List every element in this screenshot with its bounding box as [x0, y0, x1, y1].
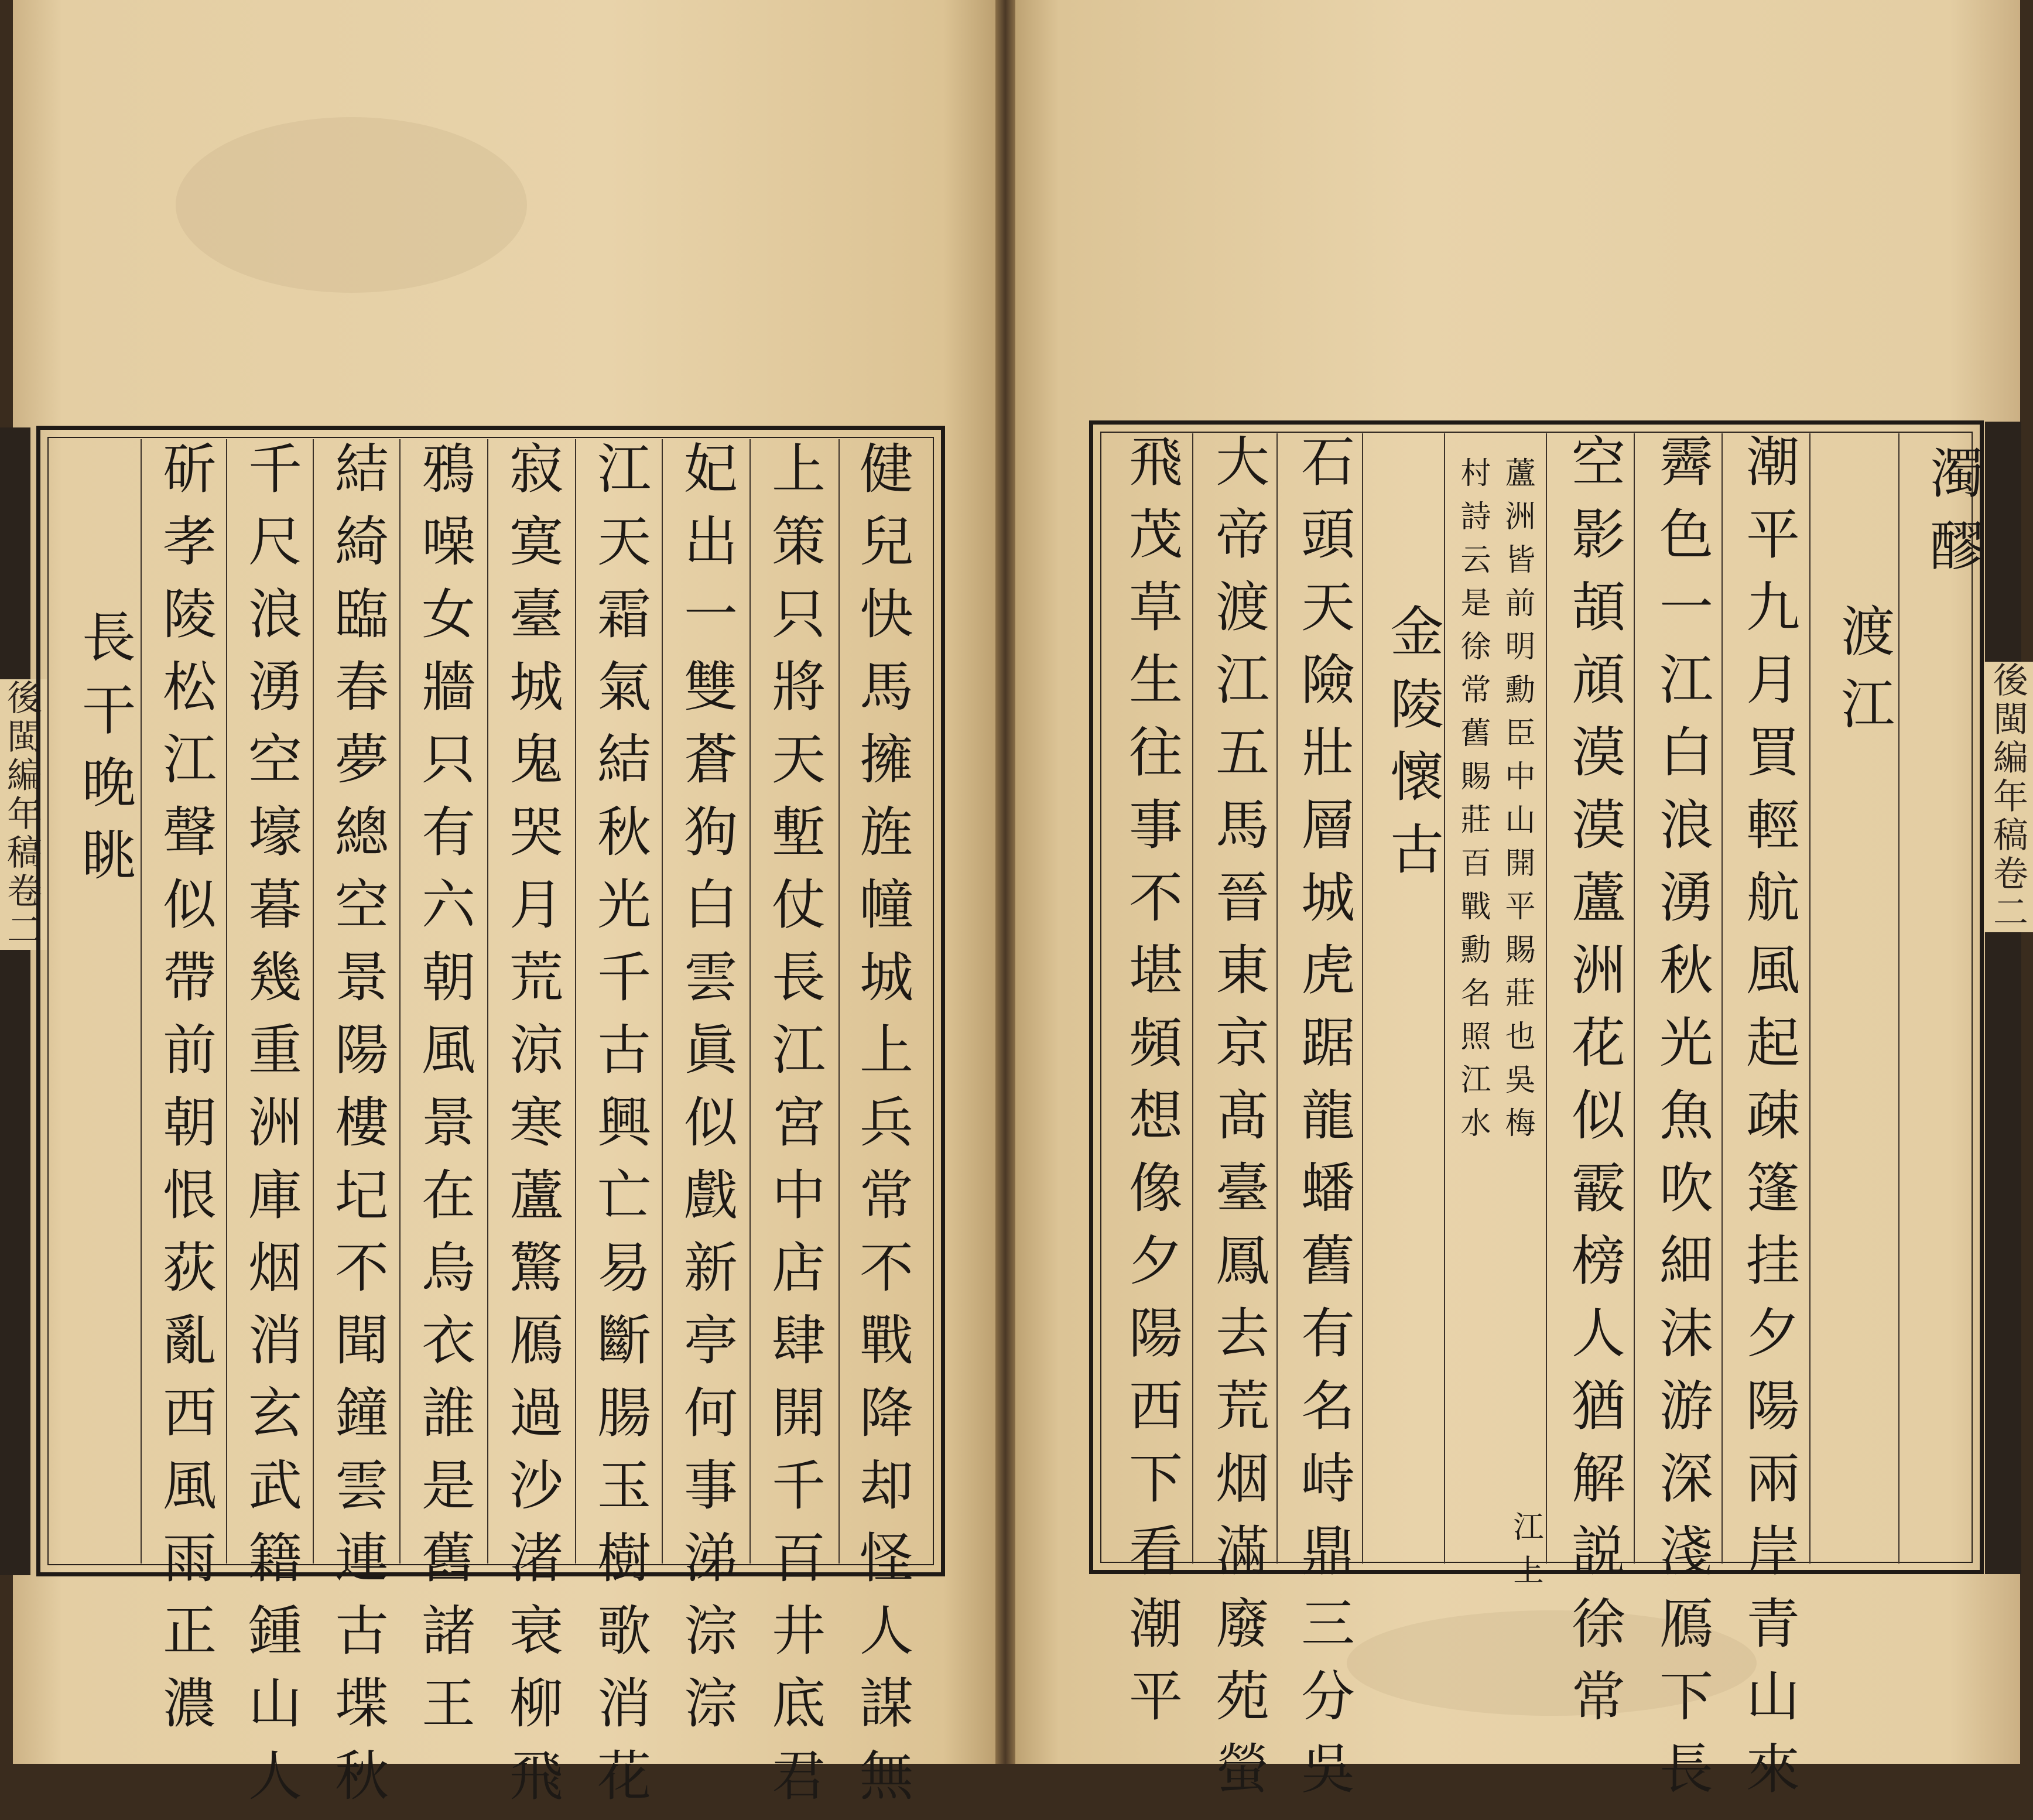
- verse-line: 鴉噪女牆只有六朝風景在烏衣誰是舊諸王: [413, 440, 475, 1747]
- verse-line: 霽色一江白浪湧秋光魚吹細沫游深淺鴈下長: [1651, 433, 1713, 1813]
- right-edge-block: [1985, 422, 2021, 1574]
- right-edge-label: 後閩編年稿卷二: [1983, 662, 2033, 932]
- column-rule: [1276, 433, 1278, 1564]
- verse-line: 妃出一雙蒼狗白雲眞似戲新亭何事涕淙淙: [675, 440, 738, 1747]
- verse-line-note: 江上: [1508, 1511, 1543, 1597]
- column-rule: [1192, 433, 1193, 1564]
- verse-line: 上策只將天塹仗長江宮中店肆開千百井底君: [763, 440, 826, 1820]
- column-rule: [1362, 433, 1363, 1564]
- verse-line: 大帝渡江五馬晉東京髙臺鳳去荒烟滿廢苑螢: [1207, 433, 1269, 1813]
- left-edge-block: [0, 427, 30, 1575]
- column-rule: [749, 439, 751, 1564]
- column-rule: [399, 439, 401, 1564]
- column-rule: [313, 439, 314, 1564]
- verse-line: 寂寞臺城鬼哭月荒涼寒蘆驚鴈過沙渚衰柳飛: [501, 440, 563, 1820]
- column-rule: [1809, 433, 1810, 1564]
- annotation-line: 蘆洲皆前明勳臣中山開平賜莊也吳梅: [1500, 457, 1535, 1150]
- column-rule: [575, 439, 576, 1564]
- column-rule: [226, 439, 227, 1564]
- verse-line: 飛茂草生往事不堪頻想像夕陽西下看潮平: [1120, 433, 1183, 1740]
- left-edge-label: 後閩編年稿卷二: [0, 679, 47, 950]
- verse-line: 健兒快馬擁旌幢城上兵常不戰降却怪人謀無: [851, 440, 913, 1820]
- column-rule: [141, 439, 142, 1564]
- right-title: 濁醪: [1921, 445, 1984, 590]
- column-rule: [1634, 433, 1635, 1564]
- paper-stain: [176, 117, 527, 293]
- verse-line: 江天霜氣結秋光千古興亡易斷腸玉樹歌消花: [588, 440, 651, 1820]
- column-rule: [1721, 433, 1723, 1564]
- verse-line: 潮平九月買輕航風起疎篷挂夕陽兩岸青山來: [1737, 433, 1800, 1813]
- column-rule: [1546, 433, 1547, 1564]
- verse-line: 石頭天險壯層城虎踞龍蟠舊有名峙鼎三分吳: [1292, 433, 1355, 1813]
- poem-title-du-jiang: 渡江: [1832, 603, 1895, 748]
- verse-line: 結綺臨春夢總空景陽樓圮不聞鐘雲連古堞秋: [326, 440, 389, 1820]
- book-gutter: [995, 0, 1015, 1764]
- annotation-line: 村詩云是徐常舊賜莊百戰勳名照江水: [1455, 457, 1490, 1150]
- paper-stain: [1347, 1610, 1757, 1716]
- poem-title-jinling: 金陵懷古: [1381, 603, 1444, 894]
- verse-line: 千尺浪湧空壕暮幾重洲庫烟消玄武籍鍾山人: [239, 440, 302, 1820]
- verse-line: 斫孝陵松江聲似帶前朝恨荻亂西風雨正濃: [154, 440, 217, 1747]
- column-rule: [838, 439, 840, 1564]
- column-rule: [662, 439, 663, 1564]
- column-rule: [487, 439, 488, 1564]
- poem-title-changgan: 長干晚眺: [73, 609, 136, 899]
- verse-line: 空影頡頏漠漠蘆洲花似霰榜人猶解説徐常: [1563, 433, 1625, 1740]
